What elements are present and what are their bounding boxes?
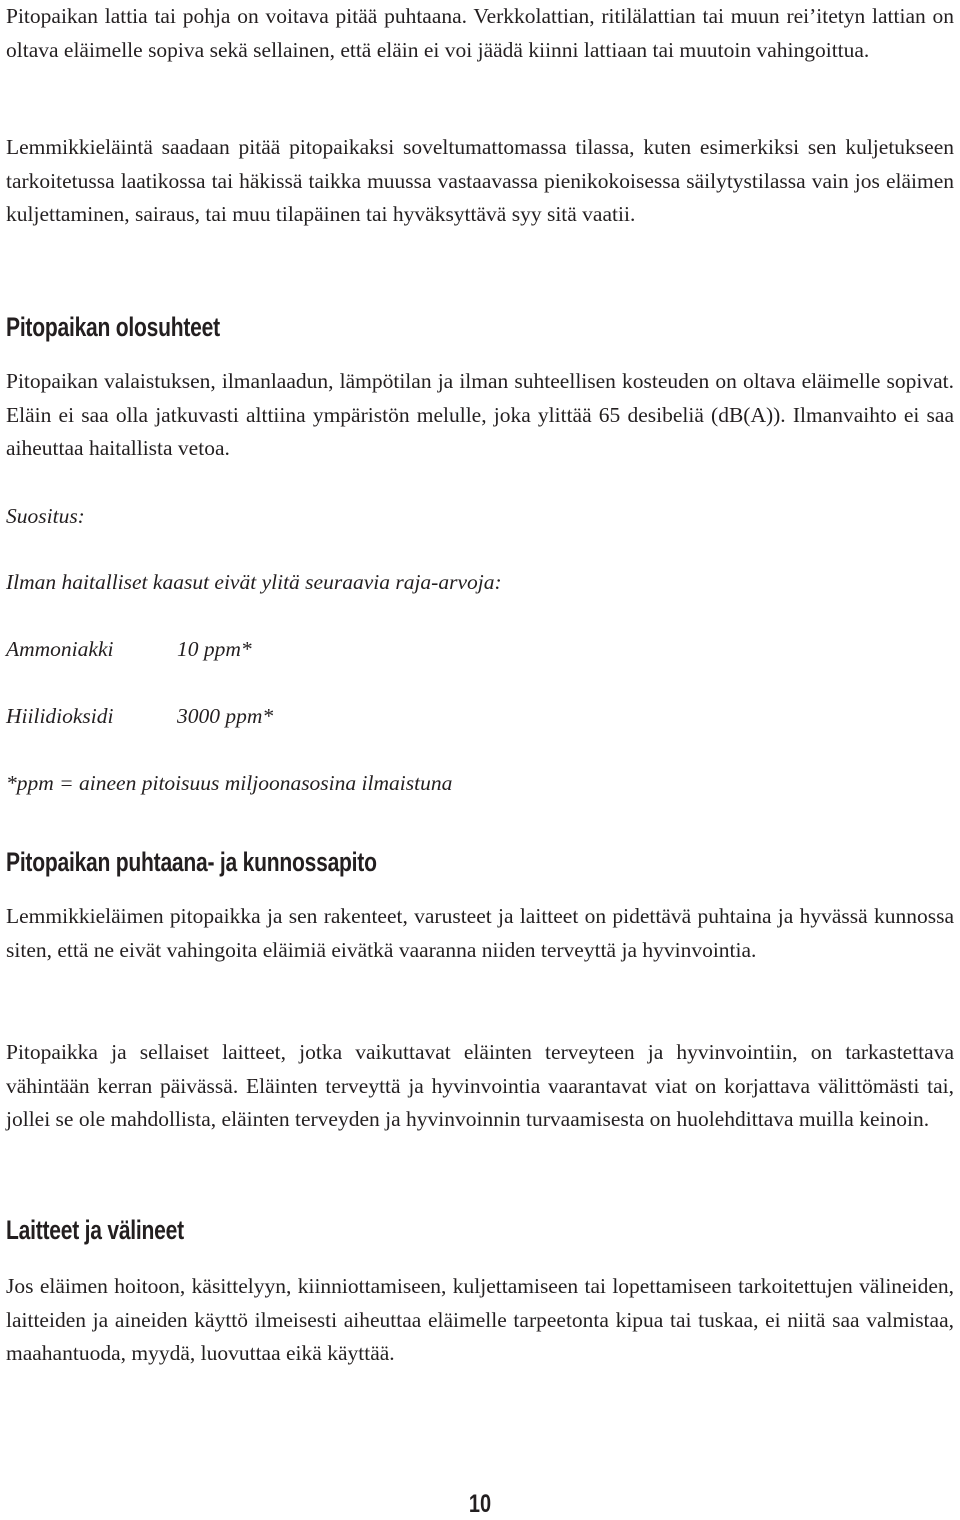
paragraph-inspection: Pitopaikka ja sellaiset laitteet, jotka vaikuttavat eläinten terveyteen ja hyvinvointiin, on tarkastettava vähintään kerran päivässä. Eläinten terveyttä ja hyvinvointia vaarantavat viat on korjattava välittömästi tai, jollei se ole mahdollista, eläinten terveyden ja hyvinvoinnin turvaamisesta on huolehdittava muilla keinoin. xyxy=(6,1040,954,1131)
heading-maintenance: Pitopaikan puhtaana- ja kunnossapito xyxy=(6,847,377,877)
recommendation-label: Suositus: xyxy=(6,504,85,528)
paragraph-unsuitable-space: Lemmikkieläintä saadaan pitää pitopaikaksi soveltumattomassa tilassa, kuten esimerkiksi sen kuljetukseen tarkoitetussa laatikossa tai häkissä taikka muussa vastaavassa pienikokoisessa säilytystilassa vain jos eläimen kuljettaminen, sairaus, tai muu tilapäinen tai hyväksyttävä syy sitä vaatii. xyxy=(6,135,954,226)
limit-name: Hiilidioksidi xyxy=(6,704,114,728)
limit-value: 10 ppm* xyxy=(177,637,252,661)
recommendation-text: Ilman haitalliset kaasut eivät ylitä seuraavia raja-arvoja: xyxy=(6,570,502,594)
page-number: 10 xyxy=(468,1490,492,1518)
limit-row xyxy=(6,700,954,733)
paragraph-equipment: Jos eläimen hoitoon, käsittelyyn, kiinniottamiseen, kuljettamiseen tai lopettamiseen tarkoitettujen välineiden, laitteiden ja aineiden käyttö ilmeisesti aiheuttaa eläimelle tarpeetonta kipua tai tuskaa, ei niitä saa valmistaa, maahantuoda, myydä, luovuttaa eikä käyttää. xyxy=(6,1274,954,1365)
limit-name: Ammoniakki xyxy=(6,637,114,661)
heading-equipment: Laitteet ja välineet xyxy=(6,1215,184,1245)
limit-value: 3000 ppm* xyxy=(177,704,274,728)
paragraph-floor: Pitopaikan lattia tai pohja on voitava pitää puhtaana. Verkkolattian, ritilälattian tai muun rei’itetyn lattian on oltava eläimelle sopiva sekä sellainen, että eläin ei voi jäädä kiinni lattiaan tai muutoin vahingoittua. xyxy=(6,4,954,62)
paragraph-maintenance: Lemmikkieläimen pitopaikka ja sen rakenteet, varusteet ja laitteet on pidettävä puhtaina ja hyvässä kunnossa siten, että ne eivät vahingoita eläimiä eivätkä vaaranna niiden terveyttä ja hyvinvointia. xyxy=(6,904,954,962)
footnote: *ppm = aineen pitoisuus miljoonasosina ilmaistuna xyxy=(6,771,453,795)
heading-conditions: Pitopaikan olosuhteet xyxy=(6,312,220,342)
paragraph-conditions: Pitopaikan valaistuksen, ilmanlaadun, lämpötilan ja ilman suhteellisen kosteuden on oltava eläimelle sopivat. Eläin ei saa olla jatkuvasti alttiina ympäristön melulle, joka ylittää 65 desibeliä (dB(A)). Ilmanvaihto ei saa aiheuttaa haitallista vetoa. xyxy=(6,369,954,460)
limit-row xyxy=(6,633,954,666)
